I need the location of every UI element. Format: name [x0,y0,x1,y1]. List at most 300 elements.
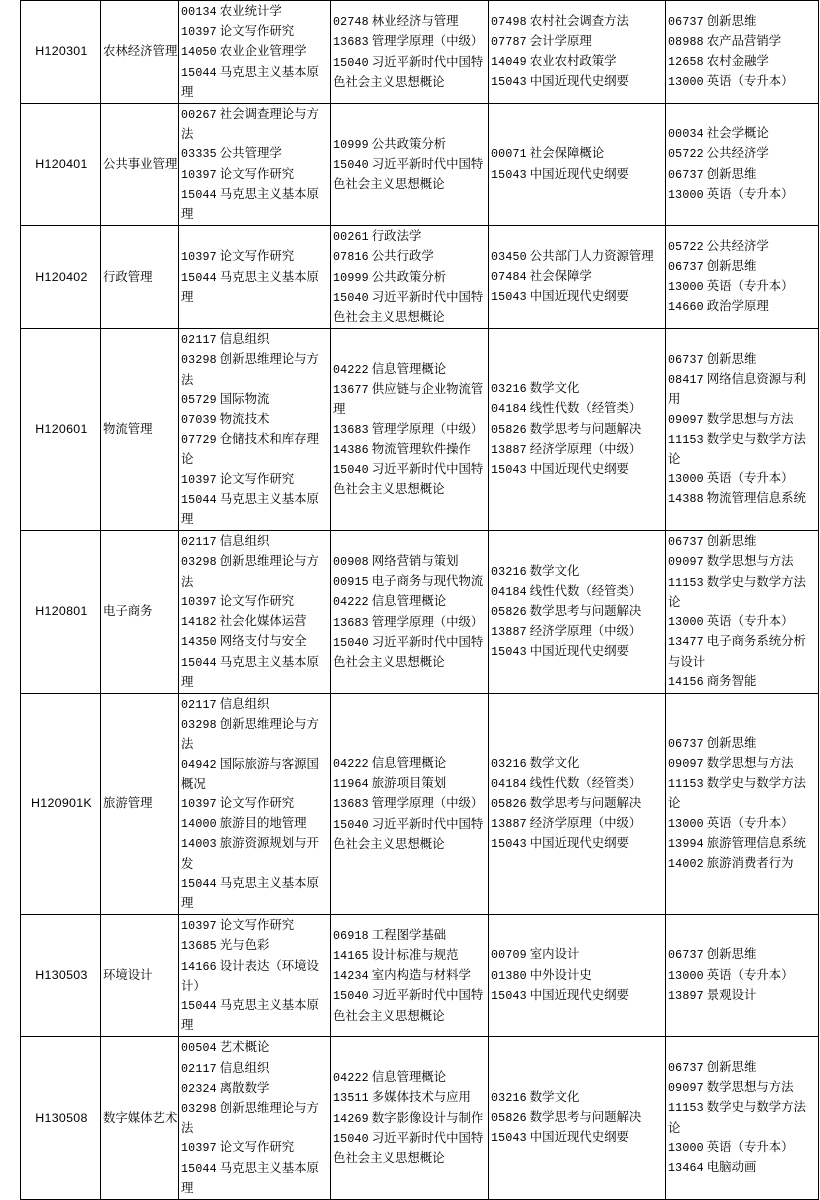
course-code: 15043 [491,646,527,660]
course-item [181,552,330,591]
course-item [181,1038,330,1058]
course-item [181,936,330,956]
course-title: 创新思维理论与方法 [181,352,319,387]
course-code: 13477 [668,636,704,650]
course-title: 论文写作研究 [219,1140,295,1155]
table-row [21,1,819,104]
course-title: 网络信息资源与利用 [668,372,806,407]
course-item [181,2,330,22]
course-item [181,42,330,62]
course-list [668,532,818,692]
course-title: 数学思想与方法 [706,411,794,426]
course-item [181,592,330,612]
course-group-4-cell [666,226,819,329]
course-title: 农业企业管理学 [219,44,307,59]
course-list [333,1068,488,1168]
course-code: 13000 [668,188,704,202]
course-item [333,288,488,327]
course-list [491,12,665,93]
course-title: 习近平新时代中国特色社会主义思想概论 [333,816,484,851]
course-title: 设计表达（环境设计） [181,958,319,993]
course-title: 创新思维 [706,534,757,549]
course-title: 数字影像设计与制作 [371,1110,484,1125]
course-code: 10397 [181,26,217,40]
course-title: 供应链与企业物流管理 [333,382,484,417]
course-code: 04222 [333,1072,369,1086]
course-title: 公共政策分析 [371,136,447,151]
course-code: 10397 [181,920,217,934]
course-title: 中外设计史 [529,967,592,982]
course-title: 信息管理概论 [371,594,447,609]
major-name-cell: 数字媒体艺术 [101,1037,179,1200]
course-title: 公共政策分析 [371,269,447,284]
course-code: 13677 [333,384,369,398]
course-code: 15040 [333,990,369,1004]
course-title: 中国近现代史纲要 [529,836,629,851]
course-item [668,814,818,834]
course-title: 马克思主义基本原理 [181,269,319,304]
course-item [491,642,665,662]
course-title: 中国近现代史纲要 [529,644,629,659]
course-list [333,135,488,195]
course-code: 03216 [491,383,527,397]
course-group-3-cell [489,104,666,226]
major-name-cell: 物流管理 [101,329,179,531]
course-code: 09097 [668,1082,704,1096]
course-title: 仓储技术和库存理论 [181,432,319,467]
course-code: 05826 [491,797,527,811]
course-group-1-cell [179,1,331,104]
course-group-4-cell [666,531,819,694]
major-code-cell: H120301 [21,1,101,104]
course-code: 04184 [491,777,527,791]
course-title: 经济学原理（中级） [529,441,642,456]
course-item [333,774,488,794]
course-title: 经济学原理（中级） [529,816,642,831]
course-title: 公共行政学 [371,249,434,264]
course-item [333,268,488,288]
course-code: 14156 [668,675,704,689]
table-body [21,1,819,1200]
course-code: 14386 [333,443,369,457]
course-item [333,592,488,612]
course-title: 数学思考与问题解决 [529,603,642,618]
course-list [181,916,330,1035]
course-list [181,1038,330,1198]
course-code: 15040 [333,1132,369,1146]
course-code: 04184 [491,585,527,599]
course-item [181,1079,330,1099]
course-code: 15043 [491,168,527,182]
course-item [333,1068,488,1088]
course-code: 13000 [668,76,704,90]
course-title: 数学思考与问题解决 [529,795,642,810]
course-title: 数学思想与方法 [706,554,794,569]
course-item [491,12,665,32]
course-code: 13887 [491,818,527,832]
course-list [181,330,330,529]
course-code: 03298 [181,1102,217,1116]
course-item [668,632,818,671]
course-item [668,1098,818,1137]
course-code: 03216 [491,757,527,771]
course-title: 信息组织 [219,332,270,347]
course-item [181,1099,330,1138]
course-list [668,734,818,874]
course-code: 03450 [491,250,527,264]
course-item [668,72,818,92]
course-item [668,237,818,257]
course-item [491,582,665,602]
course-item [333,946,488,966]
course-item [491,52,665,72]
course-code: 03298 [181,719,217,733]
course-group-1-cell [179,1037,331,1200]
course-item [181,63,330,102]
course-code: 05826 [491,1112,527,1126]
course-list [333,12,488,92]
course-code: 07816 [333,251,369,265]
course-code: 14049 [491,56,527,69]
course-title: 社会化媒体运营 [219,614,307,629]
course-item [491,754,665,774]
course-title: 创新思维 [706,166,757,181]
course-item [181,794,330,814]
course-title: 工程图学基础 [371,927,447,942]
course-code: 04222 [333,364,369,378]
course-item [333,247,488,267]
course-item [181,490,330,529]
course-item [668,945,818,965]
major-course-table [20,0,819,1200]
course-title: 设计标准与规范 [371,947,459,962]
course-item [333,572,488,592]
course-code: 06737 [668,15,704,29]
course-title: 英语（专升本） [706,614,794,629]
course-code: 05826 [491,423,527,437]
table-row [21,1037,819,1200]
course-title: 公共部门人力资源管理 [529,248,654,263]
course-code: 15043 [491,1132,527,1146]
course-title: 创新思维 [706,13,757,28]
course-item [333,1088,488,1108]
course-list [668,1058,818,1178]
course-title: 马克思主义基本原理 [181,1160,319,1195]
course-code: 00071 [491,148,527,162]
table-row [21,693,819,914]
course-code: 06737 [668,168,704,182]
course-code: 13000 [668,473,704,487]
course-title: 农业统计学 [219,4,282,18]
course-code: 15044 [181,271,217,285]
course-item [668,986,818,1006]
course-code: 15043 [491,838,527,852]
course-item [668,185,818,205]
course-code: 15043 [491,989,527,1003]
course-title: 多媒体技术与应用 [371,1090,471,1105]
course-title: 公共管理学 [219,146,282,161]
course-item [491,399,665,419]
major-name-cell: 环境设计 [101,915,179,1037]
course-item [668,277,818,297]
course-title: 行政法学 [371,229,422,244]
course-code: 13685 [181,940,217,954]
course-code: 10397 [181,473,217,487]
course-group-4-cell [666,915,819,1037]
course-list [491,1088,665,1149]
course-title: 公共经济学 [706,238,769,253]
course-item [668,966,818,986]
course-title: 管理学原理（中级） [371,614,484,629]
course-title: 英语（专升本） [706,279,794,294]
course-title: 英语（专升本） [706,74,794,89]
course-title: 马克思主义基本原理 [181,654,319,689]
course-code: 11964 [333,778,369,792]
course-item [333,460,488,499]
course-item [668,774,818,813]
course-item [181,653,330,692]
course-code: 13683 [333,423,369,437]
course-code: 14660 [668,301,704,315]
course-title: 数学文化 [529,1089,580,1104]
course-title: 线性代数（经管类） [529,775,642,790]
course-group-2-cell [331,531,489,694]
course-title: 信息组织 [219,696,270,711]
course-code: 04222 [333,596,369,610]
course-title: 数学文化 [529,381,580,396]
course-list [333,926,488,1026]
course-code: 14000 [181,818,217,832]
course-code: 06737 [668,353,704,367]
course-title: 创新思维 [706,351,757,366]
course-list [491,144,665,184]
course-code: 10397 [181,168,217,182]
course-code: 00261 [333,231,369,245]
course-title: 中国近现代史纲要 [529,289,629,304]
course-item [333,794,488,814]
course-code: 13000 [668,281,704,295]
course-item [491,834,665,854]
course-title: 创新思维 [706,735,757,750]
course-title: 数学史与数学方法论 [668,776,806,811]
course-title: 物流管理信息系统 [706,491,806,506]
major-name-cell: 公共事业管理 [101,104,179,226]
major-code-cell: H130503 [21,915,101,1037]
course-title: 经济学原理（中级） [529,624,642,639]
course-title: 国际旅游与客源国概况 [181,756,319,791]
course-item [668,165,818,185]
course-title: 习近平新时代中国特色社会主义思想概论 [333,634,484,669]
course-title: 网络支付与安全 [219,634,307,649]
course-group-4-cell [666,329,819,531]
course-item [491,774,665,794]
course-item [491,379,665,399]
course-title: 数学文化 [529,755,580,770]
course-title: 论文写作研究 [219,24,295,39]
course-title: 旅游目的地管理 [219,816,307,831]
course-code: 14350 [181,636,217,650]
course-list [181,105,330,224]
course-item [181,410,330,430]
course-item [491,794,665,814]
course-title: 公共经济学 [706,146,769,161]
course-code: 14166 [181,960,217,974]
course-title: 中国近现代史纲要 [529,166,629,181]
course-item [181,330,330,350]
course-item [181,144,330,164]
course-title: 数学史与数学方法论 [668,1100,806,1135]
course-item [181,996,330,1035]
table-row [21,226,819,329]
course-title: 习近平新时代中国特色社会主义思想概论 [333,157,484,192]
course-item [181,165,330,185]
course-item [181,612,330,632]
course-item [333,815,488,854]
course-code: 01380 [491,969,527,983]
course-code: 07039 [181,414,217,428]
course-item [333,986,488,1025]
course-item [333,1129,488,1168]
course-code: 15044 [181,656,217,670]
course-group-1-cell [179,226,331,329]
course-code: 07498 [491,15,527,29]
course-item [668,754,818,774]
course-group-3-cell [489,1037,666,1200]
course-title: 艺术概论 [219,1040,270,1055]
course-code: 14003 [181,838,217,852]
course-group-2-cell [331,329,489,531]
course-list [491,247,665,308]
course-code: 15040 [333,159,369,173]
course-code: 02324 [181,1082,217,1096]
course-item [181,916,330,936]
course-code: 11153 [668,433,704,447]
course-title: 中国近现代史纲要 [529,74,629,89]
table-row [21,531,819,694]
course-item [333,227,488,247]
course-code: 10397 [181,797,217,811]
course-title: 创新思维理论与方法 [181,1100,319,1136]
course-code: 15044 [181,1162,217,1176]
course-code: 14182 [181,616,217,630]
course-list [491,562,665,663]
course-item [181,430,330,469]
course-item [333,613,488,633]
course-item [668,469,818,489]
course-item [491,945,665,965]
course-code: 03216 [491,565,527,579]
course-code: 11153 [668,778,704,792]
course-title: 旅游资源规划与开发 [181,836,319,871]
course-code: 13683 [333,36,369,50]
course-item [668,532,818,552]
course-item [668,672,818,692]
course-item [668,257,818,277]
course-code: 03298 [181,354,217,368]
course-item [333,966,488,986]
course-group-2-cell [331,915,489,1037]
course-list [491,754,665,855]
course-item [491,562,665,582]
course-group-4-cell [666,1,819,104]
major-code-cell: H120901K [21,693,101,914]
course-title: 农业农村政策学 [529,54,617,68]
course-code: 04222 [333,758,369,772]
course-code: 13887 [491,443,527,457]
course-title: 数学史与数学方法论 [668,574,806,609]
course-code: 10397 [181,595,217,609]
course-item [491,247,665,267]
course-group-4-cell [666,693,819,914]
course-title: 马克思主义基本原理 [181,186,319,222]
course-item [491,814,665,834]
course-title: 政治学原理 [706,299,769,314]
course-list [668,945,818,1006]
course-code: 13511 [333,1092,369,1106]
course-code: 15043 [491,291,527,305]
course-code: 02117 [181,334,217,348]
course-code: 00915 [333,576,369,590]
course-title: 中国近现代史纲要 [529,987,629,1002]
course-title: 中国近现代史纲要 [529,462,629,477]
course-title: 习近平新时代中国特色社会主义思想概论 [333,1130,484,1165]
course-title: 电子商务系统分析与设计 [668,634,806,669]
course-code: 14388 [668,493,704,507]
course-title: 线性代数（经管类） [529,583,642,598]
course-code: 07729 [181,434,217,448]
course-title: 马克思主义基本原理 [181,64,319,99]
course-title: 旅游消费者行为 [706,856,794,871]
course-group-1-cell [179,693,331,914]
course-code: 06918 [333,929,369,943]
course-title: 光与色彩 [219,938,270,953]
course-code: 06737 [668,737,704,751]
course-title: 马克思主义基本原理 [181,875,319,910]
course-title: 信息组织 [219,1060,270,1075]
course-group-2-cell [331,1,489,104]
course-item [491,602,665,622]
course-code: 11153 [668,576,704,590]
course-item [668,370,818,409]
course-item [668,573,818,612]
course-list [333,552,488,672]
course-item [181,1059,330,1079]
course-title: 物流管理软件操作 [371,441,471,456]
table-row [21,329,819,531]
course-item [181,755,330,794]
course-title: 网络营销与策划 [371,553,459,568]
course-group-1-cell [179,104,331,226]
course-item [491,1108,665,1128]
course-title: 管理学原理（中级） [371,421,484,436]
course-title: 英语（专升本） [706,1139,794,1154]
course-code: 03216 [491,1091,527,1105]
course-code: 05722 [668,148,704,162]
course-list [181,247,330,307]
course-code: 12658 [668,56,704,69]
major-code-cell: H120401 [21,104,101,226]
course-item [181,695,330,715]
course-code: 13000 [668,969,704,983]
course-group-4-cell [666,104,819,226]
course-title: 马克思主义基本原理 [181,997,319,1033]
course-title: 农产品营销学 [706,33,782,48]
course-code: 05722 [668,240,704,254]
course-title: 离散数学 [219,1080,270,1095]
course-code: 13000 [668,817,704,831]
course-title: 论文写作研究 [219,249,295,264]
course-title: 管理学原理（中级） [371,796,484,811]
